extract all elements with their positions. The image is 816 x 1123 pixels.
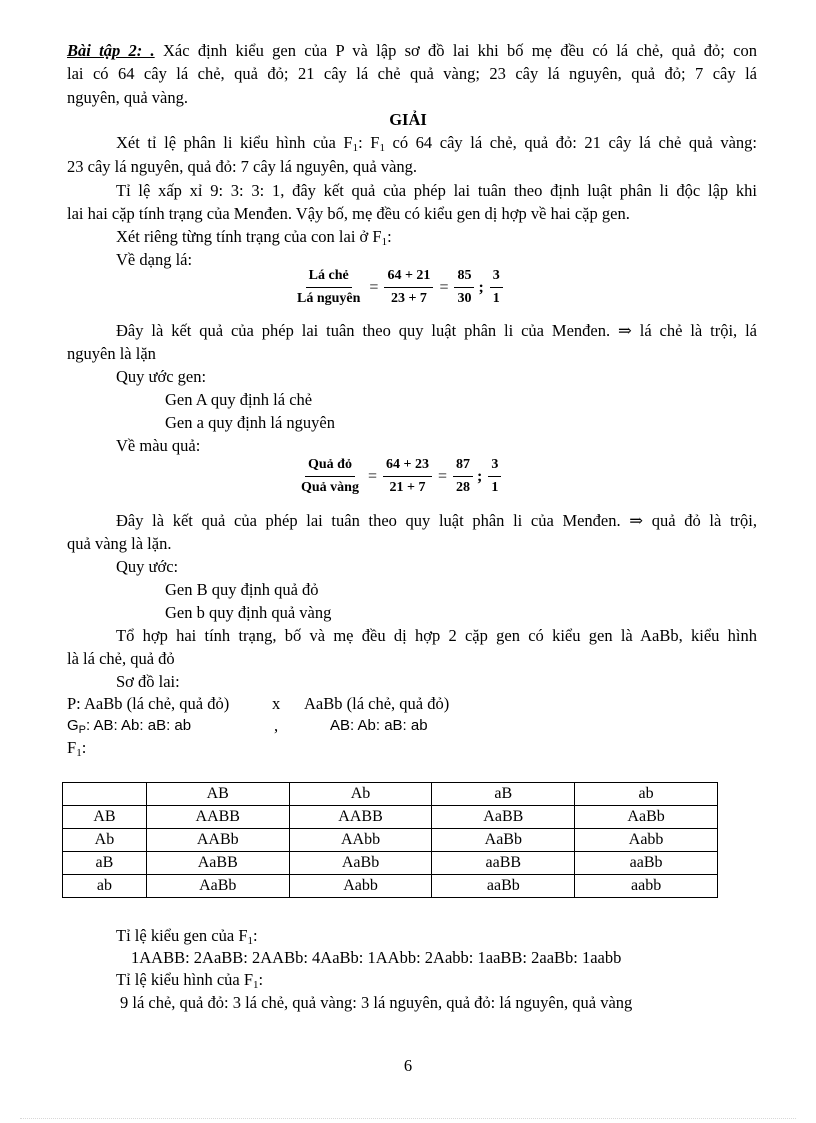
cross-gametes-left [67, 716, 191, 740]
punnett-cell: Aabb [289, 875, 432, 898]
fruit-eq-1: = [367, 467, 377, 485]
exercise-line-1 [67, 41, 757, 61]
fruit-frac1-num: Quả đỏ [305, 457, 355, 477]
genotype-heading-sub: 1 [247, 935, 254, 947]
cross-x: x [272, 694, 281, 713]
punnett-cell: aabb [575, 875, 718, 898]
para1-sub-2: 1 [379, 142, 385, 154]
fruit-fraction-4 [488, 457, 501, 496]
para1-text-b: : F [358, 133, 380, 152]
punnett-row-label: ab [63, 875, 147, 898]
para1-text-a: Xét tỉ lệ phân li kiểu hình của F [116, 133, 353, 152]
gametes-label: G [67, 717, 79, 734]
gametes-left-values: : AB: Ab: aB: ab [86, 717, 192, 734]
page-number: 6 [403, 1056, 413, 1075]
f1-sub: 1 [76, 747, 82, 759]
leaf-frac2-den: 23 + 7 [390, 291, 427, 306]
para2-line-2: lai hai cặp tính trạng của Menđen. Vậy bố, mẹ đều có kiểu gen dị hợp về hai cặp gen. [67, 204, 630, 223]
para1-line-1 [116, 133, 757, 158]
punnett-row-label: aB [63, 852, 147, 875]
punnett-row [63, 829, 718, 852]
punnett-row [63, 806, 718, 829]
punnett-cell: AABB [289, 806, 432, 829]
fruit-ratio-equation [298, 457, 501, 496]
phenotype-heading-sub: 1 [253, 979, 259, 991]
leaf-eq-2: = [439, 278, 449, 296]
punnett-cell: AABB [146, 806, 289, 829]
punnett-square [62, 782, 718, 898]
exercise-label: Bài tập 2: . [67, 41, 155, 60]
punnett-header-cell [63, 783, 147, 806]
punnett-cell: AaBB [146, 852, 289, 875]
fruit-convention: Quy ước: [116, 557, 179, 576]
leaf-ratio-equation [294, 268, 503, 307]
punnett-cell: aaBb [575, 852, 718, 875]
phenotype-ratio-values: 9 lá chẻ, quả đỏ: 3 lá chẻ, quả vàng: 3 lá nguyên, quả đỏ: lá nguyên, quả vàng [120, 993, 633, 1012]
combine-line-2: là lá chẻ, quả đỏ [67, 649, 175, 668]
para1-sub-1: 1 [352, 142, 359, 154]
combine-line-1: Tổ hợp hai tính trạng, bố và mẹ đều dị hợp 2 cặp gen có kiểu gen là AaBb, kiểu hình [116, 626, 757, 645]
punnett-header-cell: AB [146, 783, 289, 806]
cross-heading: Sơ đồ lai: [116, 672, 180, 691]
genotype-heading-tail: : [253, 926, 258, 945]
exercise-text-1: Xác định kiểu gen của P và lập sơ đồ lai khi bố mẹ đều có lá chẻ, quả đỏ; con [162, 41, 758, 60]
cross-gametes-right: AB: Ab: aB: ab [330, 717, 428, 734]
punnett-row [63, 852, 718, 875]
para3-tail: : [387, 227, 392, 246]
fruit-fraction-3 [453, 457, 473, 496]
fruit-heading: Về màu quả: [116, 436, 201, 455]
punnett-cell: AABb [146, 829, 289, 852]
punnett-cell: AaBb [432, 829, 575, 852]
page-bottom-dotted-border [20, 1118, 796, 1119]
leaf-conclusion-2: nguyên là lặn [67, 344, 156, 363]
leaf-fraction-1 [294, 268, 363, 307]
leaf-eq-1: = [369, 278, 379, 296]
fruit-frac4-den: 1 [491, 480, 499, 495]
leaf-frac2-num: 64 + 21 [384, 268, 433, 288]
leaf-frac3-num: 85 [454, 268, 474, 288]
fruit-fraction-1 [298, 457, 362, 496]
leaf-frac1-den: Lá nguyên [297, 291, 361, 306]
genotype-heading-text: Tỉ lệ kiểu gen của F [116, 926, 248, 945]
punnett-cell: AaBb [289, 852, 432, 875]
fruit-conclusion-1: Đây là kết quả của phép lai tuân theo quy luật phân li của Menđen. ⇒ quả đỏ là trội, [116, 511, 757, 530]
para1-line-2: 23 cây lá nguyên, quả đỏ: 7 cây lá nguyên, quả vàng. [67, 157, 418, 176]
cross-p-right: AaBb (lá chẻ, quả đỏ) [304, 694, 450, 713]
fruit-frac4-num: 3 [488, 457, 501, 477]
para3-text: Xét riêng từng tính trạng của con lai ở F [116, 227, 382, 246]
punnett-row-label: AB [63, 806, 147, 829]
punnett-header-cell: aB [432, 783, 575, 806]
fruit-fraction-2 [383, 457, 432, 496]
leaf-frac4-num: 3 [490, 268, 503, 288]
exercise-line-2: lai có 64 cây lá chẻ, quả đỏ; 21 cây lá chẻ quả vàng; 23 cây lá nguyên, quả đỏ; 7 cây lá [67, 64, 757, 83]
para2-line-1: Tỉ lệ xấp xỉ 9: 3: 3: 1, đây kết quả của phép lai tuân theo định luật phân li độc lập khi [116, 181, 757, 200]
fruit-frac3-num: 87 [453, 457, 473, 477]
para3-sub: 1 [381, 236, 388, 248]
phenotype-heading-tail: : [258, 970, 264, 989]
exercise-line-3: nguyên, quả vàng. [67, 88, 188, 107]
leaf-convention: Quy ước gen: [116, 367, 207, 386]
punnett-header-cell: Ab [289, 783, 432, 806]
phenotype-ratio-heading [116, 970, 263, 995]
punnett-cell: Aabb [575, 829, 718, 852]
f1-tail: : [81, 738, 87, 757]
punnett-cell: AaBb [146, 875, 289, 898]
fruit-gene-1: Gen B quy định quả đỏ [165, 580, 319, 599]
cross-f1-label [67, 738, 86, 763]
leaf-gene-2: Gen a quy định lá nguyên [165, 413, 336, 432]
punnett-row-label: Ab [63, 829, 147, 852]
fruit-frac2-num: 64 + 23 [383, 457, 432, 477]
cross-gametes-comma: , [274, 716, 279, 735]
fruit-conclusion-2: quả vàng là lặn. [67, 534, 172, 553]
gametes-sub: P [78, 724, 87, 736]
leaf-fraction-3 [454, 268, 474, 307]
para3-line [116, 227, 392, 252]
leaf-frac4-den: 1 [492, 291, 500, 306]
punnett-cell: AaBb [575, 806, 718, 829]
leaf-semicolon: ; [478, 278, 484, 296]
leaf-fraction-2 [384, 268, 433, 307]
leaf-fraction-4 [490, 268, 503, 307]
punnett-cell: AAbb [289, 829, 432, 852]
solution-title: GIẢI [389, 110, 427, 129]
leaf-gene-1: Gen A quy định lá chẻ [165, 390, 313, 409]
fruit-frac2-den: 21 + 7 [389, 480, 426, 495]
leaf-heading: Về dạng lá: [116, 250, 193, 269]
f1-label: F [67, 738, 77, 757]
fruit-semicolon: ; [477, 467, 483, 485]
para1-text-c: có 64 cây lá chẻ, quả đỏ: 21 cây lá chẻ quả vàng: [384, 133, 757, 152]
genotype-ratio-values: 1AABB: 2AaBB: 2AABb: 4AaBb: 1AAbb: 2Aabb: 1aaBB: 2aaBb: 1aabb [131, 948, 622, 967]
phenotype-heading-text: Tỉ lệ kiểu hình của F [116, 970, 254, 989]
punnett-row [63, 875, 718, 898]
fruit-gene-2: Gen b quy định quả vàng [165, 603, 332, 622]
punnett-cell: AaBB [432, 806, 575, 829]
fruit-eq-2: = [437, 467, 448, 485]
leaf-conclusion-1: Đây là kết quả của phép lai tuân theo quy luật phân li của Menđen. ⇒ lá chẻ là trội, lá [116, 321, 757, 340]
fruit-frac3-den: 28 [456, 480, 471, 495]
punnett-header-row [63, 783, 718, 806]
punnett-cell: aaBb [432, 875, 575, 898]
punnett-header-cell: ab [575, 783, 718, 806]
leaf-frac3-den: 30 [457, 291, 472, 306]
punnett-cell: aaBB [432, 852, 575, 875]
cross-p-left: P: AaBb (lá chẻ, quả đỏ) [67, 694, 230, 713]
fruit-frac1-den: Quả vàng [301, 480, 359, 495]
leaf-frac1-num: Lá chẻ [306, 268, 352, 288]
